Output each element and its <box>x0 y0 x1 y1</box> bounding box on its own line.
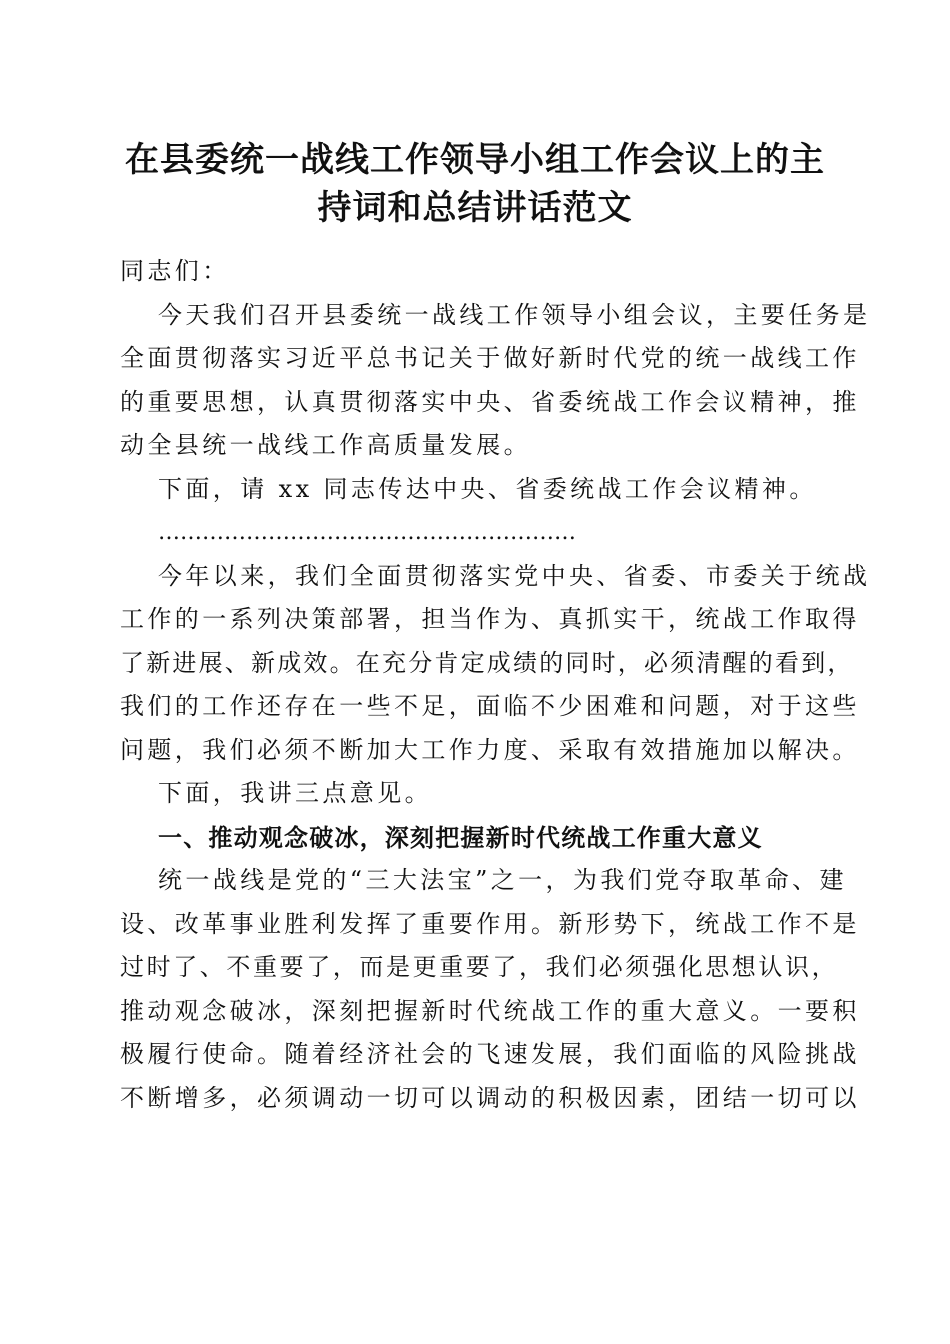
paragraph-line: 推动观念破冰，深刻把握新时代统战工作的重大意义。一要积 <box>120 996 860 1025</box>
title-line-2: 持词和总结讲话范文 <box>317 188 633 228</box>
paragraph-line: 问题，我们必须不断加大工作力度、采取有效措施加以解决。 <box>120 735 860 764</box>
paragraph-line: 的重要思想，认真贯彻落实中央、省委统战工作会议精神，推 <box>120 387 860 416</box>
paragraph-line: 今年以来，我们全面贯彻落实党中央、省委、市委关于统战 <box>158 561 871 590</box>
paragraph-line: 统一战线是党的“三大法宝”之一，为我们党夺取革命、建 <box>158 866 847 894</box>
paragraph-line: 工作的一系列决策部署，担当作为、真抓实干，统战工作取得 <box>120 605 860 633</box>
paragraph-line: 了新进展、新成效。在充分肯定成绩的同时，必须清醒的看到， <box>120 648 854 677</box>
salutation: 同志们： <box>120 257 230 285</box>
paragraph-line: 下面，我讲三点意见。 <box>158 779 432 807</box>
ellipsis-separator: ………………………………………………… <box>158 520 576 545</box>
paragraph-line: 我们的工作还存在一些不足，面临不少困难和问题，对于这些 <box>120 692 860 720</box>
paragraph-line: 过时了、不重要了，而是更重要了，我们必须强化思想认识， <box>120 953 839 981</box>
paragraph-line: 设、改革事业胜利发挥了重要作用。新形势下，统战工作不是 <box>120 909 860 938</box>
paragraph-line: 全面贯彻落实习近平总书记关于做好新时代党的统一战线工作 <box>120 344 860 372</box>
section-heading: 一、推动观念破冰，深刻把握新时代统战工作重大意义 <box>158 822 763 852</box>
document-body <box>120 250 871 1120</box>
title-line-1: 在县委统一战线工作领导小组工作会议上的主 <box>125 140 825 180</box>
document-title <box>100 136 850 232</box>
paragraph-line: 不断增多，必须调动一切可以调动的积极因素，团结一切可以 <box>120 1083 860 1112</box>
paragraph-line: 动全县统一战线工作高质量发展。 <box>120 431 531 459</box>
paragraph-line: 今天我们召开县委统一战线工作领导小组会议，主要任务是 <box>158 300 871 329</box>
paragraph-line: 下面，请 xx 同志传达中央、省委统战工作会议精神。 <box>158 474 817 503</box>
paragraph-line: 极履行使命。随着经济社会的飞速发展，我们面临的风险挑战 <box>120 1040 860 1068</box>
